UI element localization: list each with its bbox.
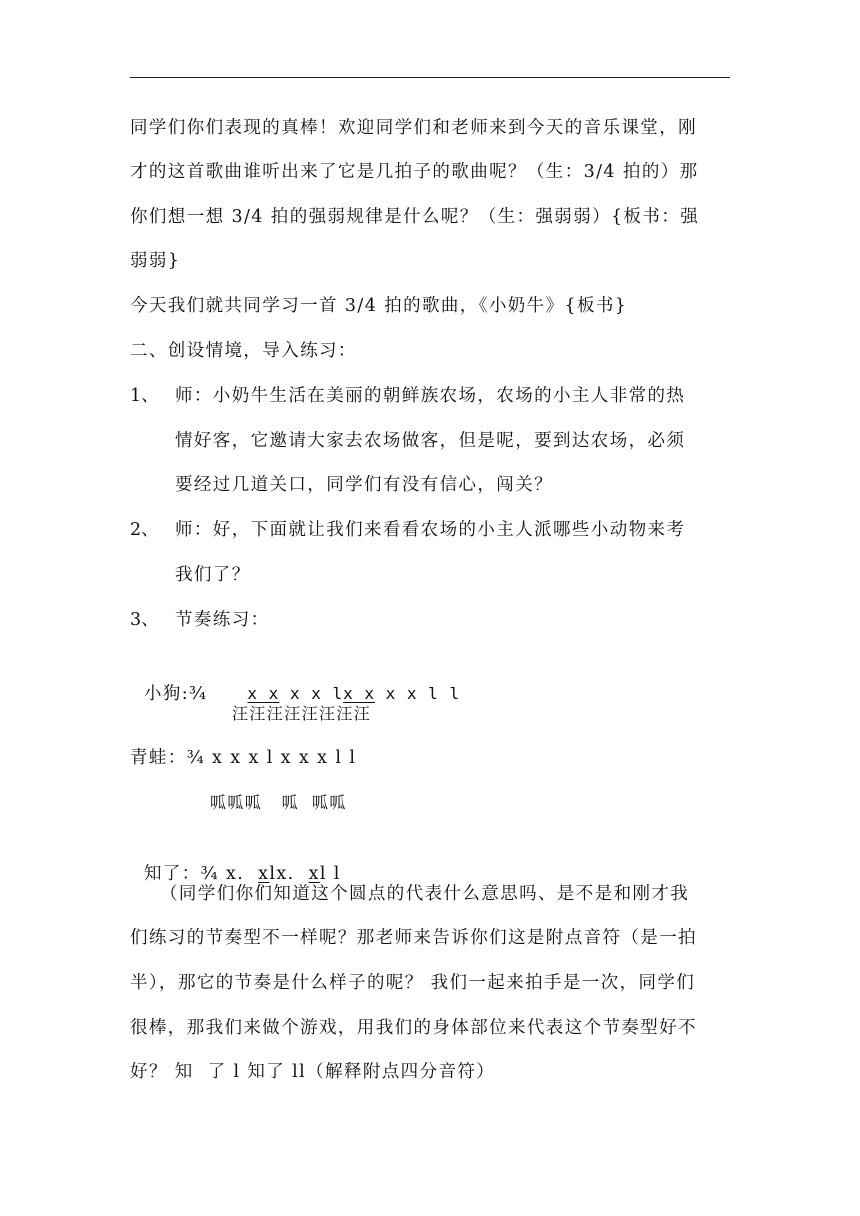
rhythm-frog-lyrics: 呱呱呱 呱 呱呱	[210, 793, 347, 812]
item-3-line-1: 节奏练习：	[175, 610, 270, 630]
rhythm-dog-lyrics: 汪汪汪汪汪汪汪汪	[232, 704, 372, 723]
item-2-line-1: 师：好，下面就让我们来看看农场的小主人派哪些小动物来考	[175, 520, 686, 540]
rhythm-cicada	[130, 835, 341, 887]
rhythm-cicada-underlined-1: x	[258, 864, 270, 884]
paragraph-1-line-3: 你们想一想 3/4 拍的强弱规律是什么呢？（生：强弱弱）{板书：强	[130, 207, 700, 227]
paragraph-3-line-1: （同学们你们知道这个圆点的代表什么意思吗、是不是和刚才我	[160, 884, 690, 904]
rhythm-dog-notes-underlined-1: x x	[247, 684, 280, 703]
rhythm-cicada-end: l l	[319, 864, 341, 884]
header-rule	[130, 77, 730, 78]
rhythm-cicada-pre: 知了：¾ x.	[143, 864, 259, 884]
rhythm-dog-label: 小狗:¾	[143, 684, 208, 704]
item-1-line-3: 要经过几道关口，同学们有没有信心，闯关？	[175, 475, 553, 495]
item-1-line-2: 情好客，它邀请大家去农场做客，但是呢，要到达农场，必须	[175, 431, 686, 451]
rhythm-frog: 青蛙：¾ x x x l x x x l l	[130, 748, 357, 768]
item-1-number: 1、	[130, 386, 159, 406]
paragraph-3-line-3: 半），那它的节奏是什么样子的呢？ 我们一起来拍手是一次，同学们	[130, 973, 696, 993]
paragraph-3-line-5: 好？ 知 了 l 知了 ll（解释附点四分音符）	[130, 1062, 496, 1082]
item-2-number: 2、	[130, 520, 159, 540]
rhythm-cicada-mid: lx.	[269, 864, 309, 884]
paragraph-1-line-1: 同学们你们表现的真棒！欢迎同学们和老师来到今天的音乐课堂，刚	[130, 118, 697, 138]
rhythm-cicada-underlined-2: x	[308, 864, 320, 884]
rhythm-dog-notes-underlined-2: x x	[343, 684, 376, 703]
section-heading: 二、创设情境，导入练习：	[130, 341, 357, 361]
paragraph-1-line-2: 才的这首歌曲谁听出来了它是几拍子的歌曲呢？（生：3/4 拍的）那	[130, 162, 699, 182]
rhythm-dog-notes-mid: x x l	[279, 684, 344, 703]
paragraph-1-line-4: 弱弱}	[130, 251, 181, 271]
item-3-number: 3、	[130, 610, 159, 630]
rhythm-dog-notes-end: x x l l	[375, 684, 461, 703]
rhythm-dog	[130, 655, 460, 707]
paragraph-3-line-4: 很棒，那我们来做个游戏，用我们的身体部位来代表这个节奏型好不	[130, 1018, 697, 1038]
paragraph-3-line-2: 们练习的节奏型不一样呢？那老师来告诉你们这是附点音符（是一拍	[130, 928, 697, 948]
item-2-line-2: 我们了？	[175, 565, 251, 585]
item-1-line-1: 师：小奶牛生活在美丽的朝鲜族农场，农场的小主人非常的热	[175, 386, 686, 406]
paragraph-2: 今天我们就共同学习一首 3/4 拍的歌曲，《小奶牛》{板书}	[130, 296, 628, 316]
